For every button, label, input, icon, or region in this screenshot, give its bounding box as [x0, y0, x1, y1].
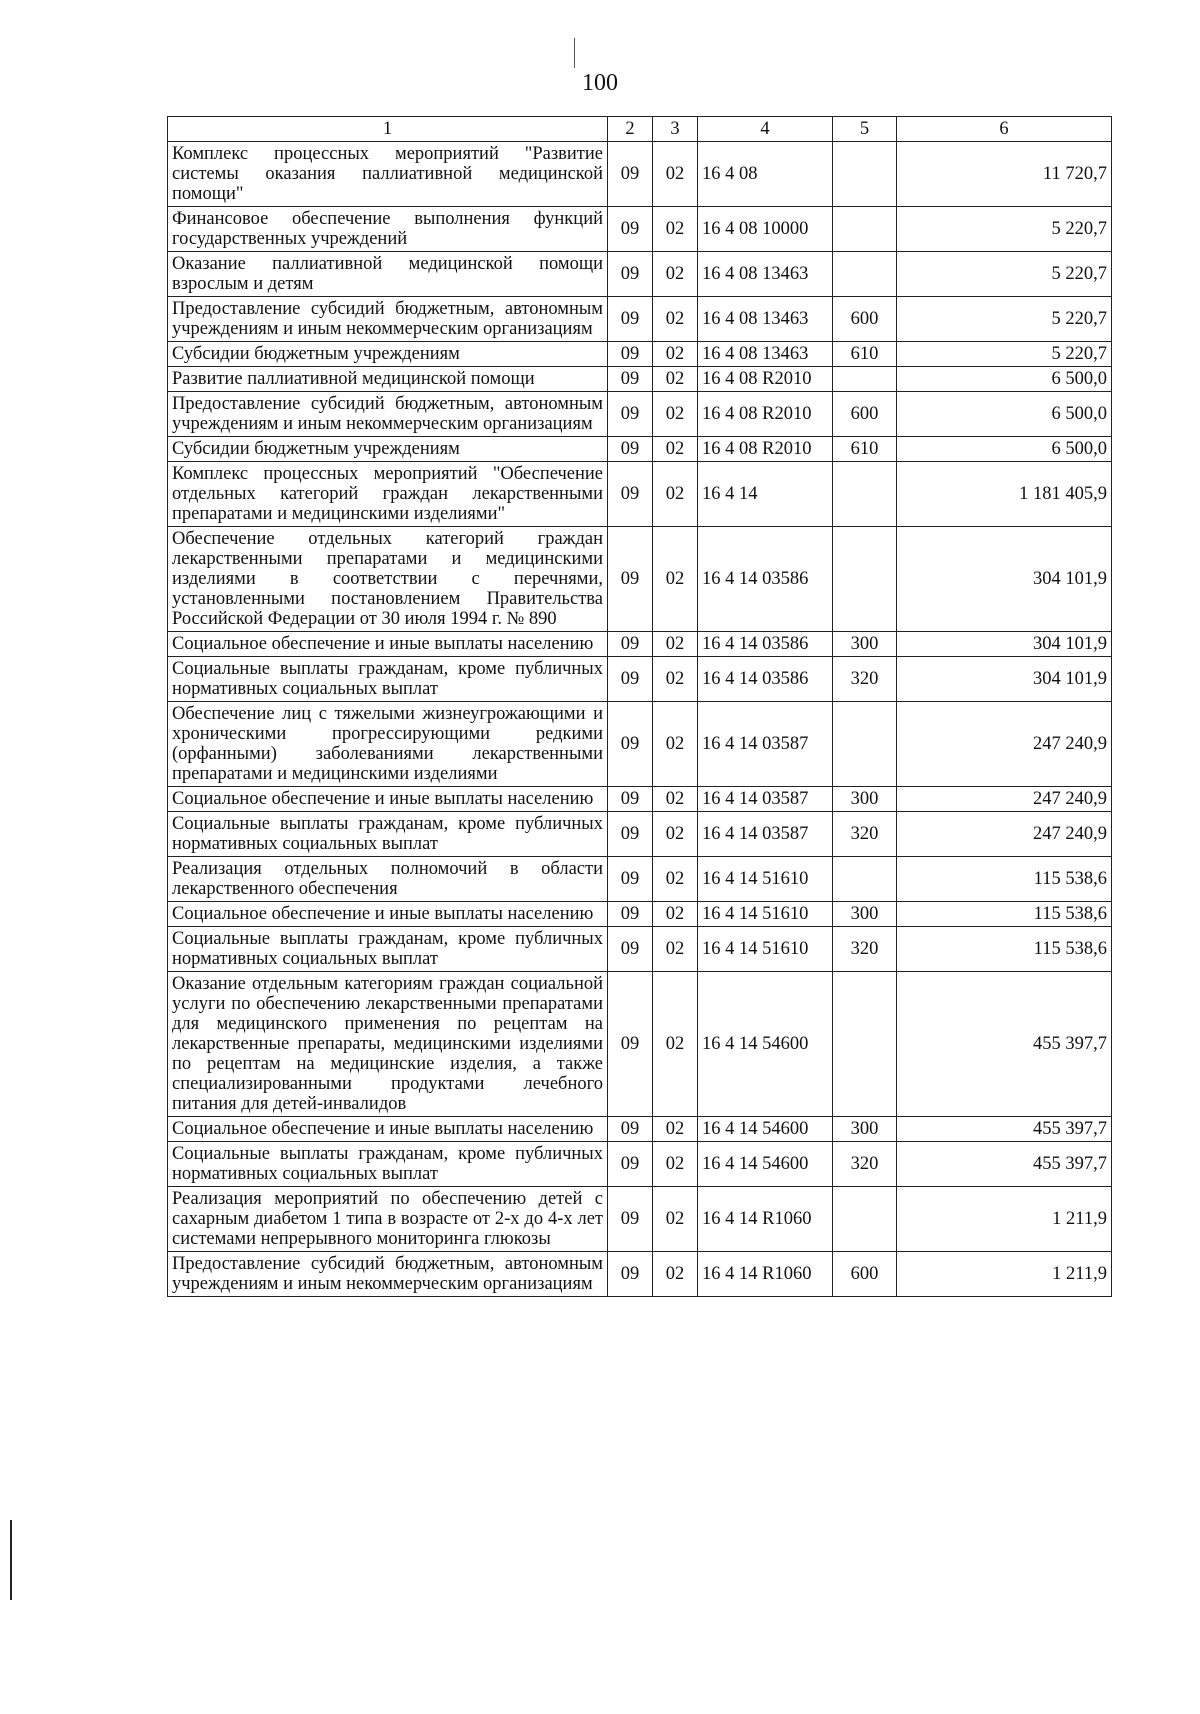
row-section: 09	[608, 657, 653, 702]
row-name: Социальные выплаты гражданам, кроме публичных нормативных социальных выплат	[168, 657, 608, 702]
header-col-5: 5	[833, 117, 897, 142]
row-sum: 455 397,7	[897, 1117, 1112, 1142]
row-expense-type	[833, 702, 897, 787]
row-subsection: 02	[653, 812, 698, 857]
table-row	[168, 972, 1112, 1117]
table-row	[168, 702, 1112, 787]
row-sum: 5 220,7	[897, 297, 1112, 342]
row-expense-type: 320	[833, 812, 897, 857]
row-name: Оказание отдельным категориям граждан социальной услуги по обеспечению лекарственными препаратами для медицинского применения по рецептам на лекарственные препараты, медицинскими изделиями по рецептам на медицинские изделия, а также специализированными продуктами лечебного питания для детей-инвалидов	[168, 972, 608, 1117]
row-name: Социальное обеспечение и иные выплаты населению	[168, 632, 608, 657]
row-subsection: 02	[653, 657, 698, 702]
row-section: 09	[608, 462, 653, 527]
row-name: Развитие паллиативной медицинской помощи	[168, 367, 608, 392]
table-header-row	[168, 117, 1112, 142]
row-section: 09	[608, 632, 653, 657]
row-subsection: 02	[653, 527, 698, 632]
row-name: Социальное обеспечение и иные выплаты населению	[168, 787, 608, 812]
row-target-code: 16 4 14 54600	[698, 972, 833, 1117]
row-section: 09	[608, 972, 653, 1117]
row-section: 09	[608, 527, 653, 632]
binding-mark	[574, 38, 575, 68]
row-section: 09	[608, 142, 653, 207]
row-section: 09	[608, 902, 653, 927]
row-section: 09	[608, 437, 653, 462]
row-subsection: 02	[653, 207, 698, 252]
row-section: 09	[608, 367, 653, 392]
row-subsection: 02	[653, 1142, 698, 1187]
row-expense-type: 600	[833, 392, 897, 437]
row-sum: 247 240,9	[897, 812, 1112, 857]
row-target-code: 16 4 14 03587	[698, 787, 833, 812]
table-row	[168, 207, 1112, 252]
row-expense-type: 300	[833, 902, 897, 927]
row-name: Комплекс процессных мероприятий "Обеспечение отдельных категорий граждан лекарственными препаратами и медицинскими изделиями"	[168, 462, 608, 527]
table-row	[168, 632, 1112, 657]
row-section: 09	[608, 857, 653, 902]
table-row	[168, 297, 1112, 342]
row-sum: 11 720,7	[897, 142, 1112, 207]
row-target-code: 16 4 14 R1060	[698, 1187, 833, 1252]
row-sum: 304 101,9	[897, 657, 1112, 702]
row-sum: 1 211,9	[897, 1187, 1112, 1252]
row-sum: 1 211,9	[897, 1252, 1112, 1297]
row-name: Субсидии бюджетным учреждениям	[168, 342, 608, 367]
row-section: 09	[608, 207, 653, 252]
row-target-code: 16 4 08	[698, 142, 833, 207]
row-target-code: 16 4 14 03586	[698, 632, 833, 657]
table-row	[168, 1187, 1112, 1252]
row-name: Реализация отдельных полномочий в области лекарственного обеспечения	[168, 857, 608, 902]
row-subsection: 02	[653, 142, 698, 207]
row-expense-type	[833, 367, 897, 392]
row-target-code: 16 4 14 51610	[698, 927, 833, 972]
row-target-code: 16 4 14 03586	[698, 657, 833, 702]
table-row	[168, 1117, 1112, 1142]
row-section: 09	[608, 297, 653, 342]
row-sum: 455 397,7	[897, 972, 1112, 1117]
header-col-1: 1	[168, 117, 608, 142]
row-subsection: 02	[653, 392, 698, 437]
row-name: Обеспечение лиц с тяжелыми жизнеугрожающими и хроническими прогрессирующими редкими (орфанными) заболеваниями лекарственными препаратами и медицинскими изделиями	[168, 702, 608, 787]
row-subsection: 02	[653, 702, 698, 787]
row-expense-type: 320	[833, 927, 897, 972]
row-target-code: 16 4 08 13463	[698, 342, 833, 367]
row-target-code: 16 4 08 13463	[698, 252, 833, 297]
row-section: 09	[608, 342, 653, 367]
row-sum: 5 220,7	[897, 342, 1112, 367]
header-col-6: 6	[897, 117, 1112, 142]
row-name: Финансовое обеспечение выполнения функций государственных учреждений	[168, 207, 608, 252]
row-name: Социальные выплаты гражданам, кроме публичных нормативных социальных выплат	[168, 1142, 608, 1187]
row-subsection: 02	[653, 437, 698, 462]
row-sum: 455 397,7	[897, 1142, 1112, 1187]
table-row	[168, 367, 1112, 392]
row-target-code: 16 4 14 54600	[698, 1142, 833, 1187]
row-section: 09	[608, 702, 653, 787]
row-subsection: 02	[653, 927, 698, 972]
row-name: Социальное обеспечение и иные выплаты населению	[168, 1117, 608, 1142]
row-expense-type: 600	[833, 1252, 897, 1297]
row-sum: 115 538,6	[897, 902, 1112, 927]
table-row	[168, 527, 1112, 632]
table-row	[168, 142, 1112, 207]
row-expense-type	[833, 972, 897, 1117]
page-number: 100	[582, 70, 618, 96]
row-subsection: 02	[653, 972, 698, 1117]
row-sum: 115 538,6	[897, 857, 1112, 902]
row-name: Предоставление субсидий бюджетным, автономным учреждениям и иным некоммерческим организациям	[168, 1252, 608, 1297]
row-expense-type: 320	[833, 657, 897, 702]
budget-table	[167, 116, 1112, 1297]
row-section: 09	[608, 252, 653, 297]
row-sum: 304 101,9	[897, 527, 1112, 632]
row-subsection: 02	[653, 342, 698, 367]
row-name: Социальное обеспечение и иные выплаты населению	[168, 902, 608, 927]
row-target-code: 16 4 14 R1060	[698, 1252, 833, 1297]
row-subsection: 02	[653, 462, 698, 527]
table-body	[168, 142, 1112, 1297]
row-sum: 247 240,9	[897, 702, 1112, 787]
row-expense-type	[833, 252, 897, 297]
row-section: 09	[608, 1142, 653, 1187]
row-name: Предоставление субсидий бюджетным, автономным учреждениям и иным некоммерческим организациям	[168, 392, 608, 437]
row-sum: 5 220,7	[897, 252, 1112, 297]
row-section: 09	[608, 787, 653, 812]
row-expense-type	[833, 1187, 897, 1252]
row-sum: 304 101,9	[897, 632, 1112, 657]
row-target-code: 16 4 14 03586	[698, 527, 833, 632]
row-name: Реализация мероприятий по обеспечению детей с сахарным диабетом 1 типа в возрасте от 2-х до 4-х лет системами непрерывного мониторинга глюкозы	[168, 1187, 608, 1252]
row-expense-type: 300	[833, 787, 897, 812]
header-col-3: 3	[653, 117, 698, 142]
row-subsection: 02	[653, 367, 698, 392]
row-subsection: 02	[653, 297, 698, 342]
row-subsection: 02	[653, 857, 698, 902]
row-expense-type	[833, 142, 897, 207]
row-expense-type	[833, 527, 897, 632]
row-subsection: 02	[653, 1252, 698, 1297]
row-sum: 247 240,9	[897, 787, 1112, 812]
table-row	[168, 657, 1112, 702]
row-name: Комплекс процессных мероприятий "Развитие системы оказания паллиативной медицинской помощи"	[168, 142, 608, 207]
row-sum: 6 500,0	[897, 437, 1112, 462]
header-col-2: 2	[608, 117, 653, 142]
row-name: Социальные выплаты гражданам, кроме публичных нормативных социальных выплат	[168, 927, 608, 972]
row-target-code: 16 4 14 54600	[698, 1117, 833, 1142]
table-row	[168, 787, 1112, 812]
row-expense-type	[833, 462, 897, 527]
row-target-code: 16 4 14	[698, 462, 833, 527]
table-row	[168, 1142, 1112, 1187]
row-expense-type: 300	[833, 1117, 897, 1142]
row-section: 09	[608, 1187, 653, 1252]
row-sum: 6 500,0	[897, 392, 1112, 437]
table-row	[168, 252, 1112, 297]
row-sum: 5 220,7	[897, 207, 1112, 252]
row-target-code: 16 4 14 51610	[698, 902, 833, 927]
row-target-code: 16 4 08 R2010	[698, 437, 833, 462]
row-section: 09	[608, 1252, 653, 1297]
row-subsection: 02	[653, 632, 698, 657]
row-target-code: 16 4 14 03587	[698, 812, 833, 857]
row-name: Оказание паллиативной медицинской помощи взрослым и детям	[168, 252, 608, 297]
row-section: 09	[608, 392, 653, 437]
row-name: Субсидии бюджетным учреждениям	[168, 437, 608, 462]
table-row	[168, 437, 1112, 462]
row-target-code: 16 4 08 13463	[698, 297, 833, 342]
table-row	[168, 857, 1112, 902]
row-expense-type: 300	[833, 632, 897, 657]
row-target-code: 16 4 08 R2010	[698, 392, 833, 437]
table-row	[168, 342, 1112, 367]
row-sum: 1 181 405,9	[897, 462, 1112, 527]
row-subsection: 02	[653, 252, 698, 297]
table-row	[168, 1252, 1112, 1297]
header-col-4: 4	[698, 117, 833, 142]
row-expense-type: 600	[833, 297, 897, 342]
row-expense-type	[833, 207, 897, 252]
row-sum: 115 538,6	[897, 927, 1112, 972]
row-sum: 6 500,0	[897, 367, 1112, 392]
row-subsection: 02	[653, 1187, 698, 1252]
row-target-code: 16 4 08 10000	[698, 207, 833, 252]
row-section: 09	[608, 1117, 653, 1142]
row-subsection: 02	[653, 902, 698, 927]
scan-margin-line	[10, 1520, 12, 1600]
row-section: 09	[608, 927, 653, 972]
table-row	[168, 927, 1112, 972]
row-target-code: 16 4 14 03587	[698, 702, 833, 787]
row-name: Социальные выплаты гражданам, кроме публичных нормативных социальных выплат	[168, 812, 608, 857]
table-row	[168, 392, 1112, 437]
row-subsection: 02	[653, 787, 698, 812]
row-expense-type: 610	[833, 437, 897, 462]
row-expense-type: 320	[833, 1142, 897, 1187]
row-target-code: 16 4 08 R2010	[698, 367, 833, 392]
row-section: 09	[608, 812, 653, 857]
table-row	[168, 812, 1112, 857]
table-row	[168, 902, 1112, 927]
row-expense-type: 610	[833, 342, 897, 367]
row-subsection: 02	[653, 1117, 698, 1142]
row-name: Обеспечение отдельных категорий граждан лекарственными препаратами и медицинскими изделиями в соответствии с перечнями, установленными постановлением Правительства Российской Федерации от 30 июля 1994 г. № 890	[168, 527, 608, 632]
row-target-code: 16 4 14 51610	[698, 857, 833, 902]
row-name: Предоставление субсидий бюджетным, автономным учреждениям и иным некоммерческим организациям	[168, 297, 608, 342]
table-row	[168, 462, 1112, 527]
row-expense-type	[833, 857, 897, 902]
